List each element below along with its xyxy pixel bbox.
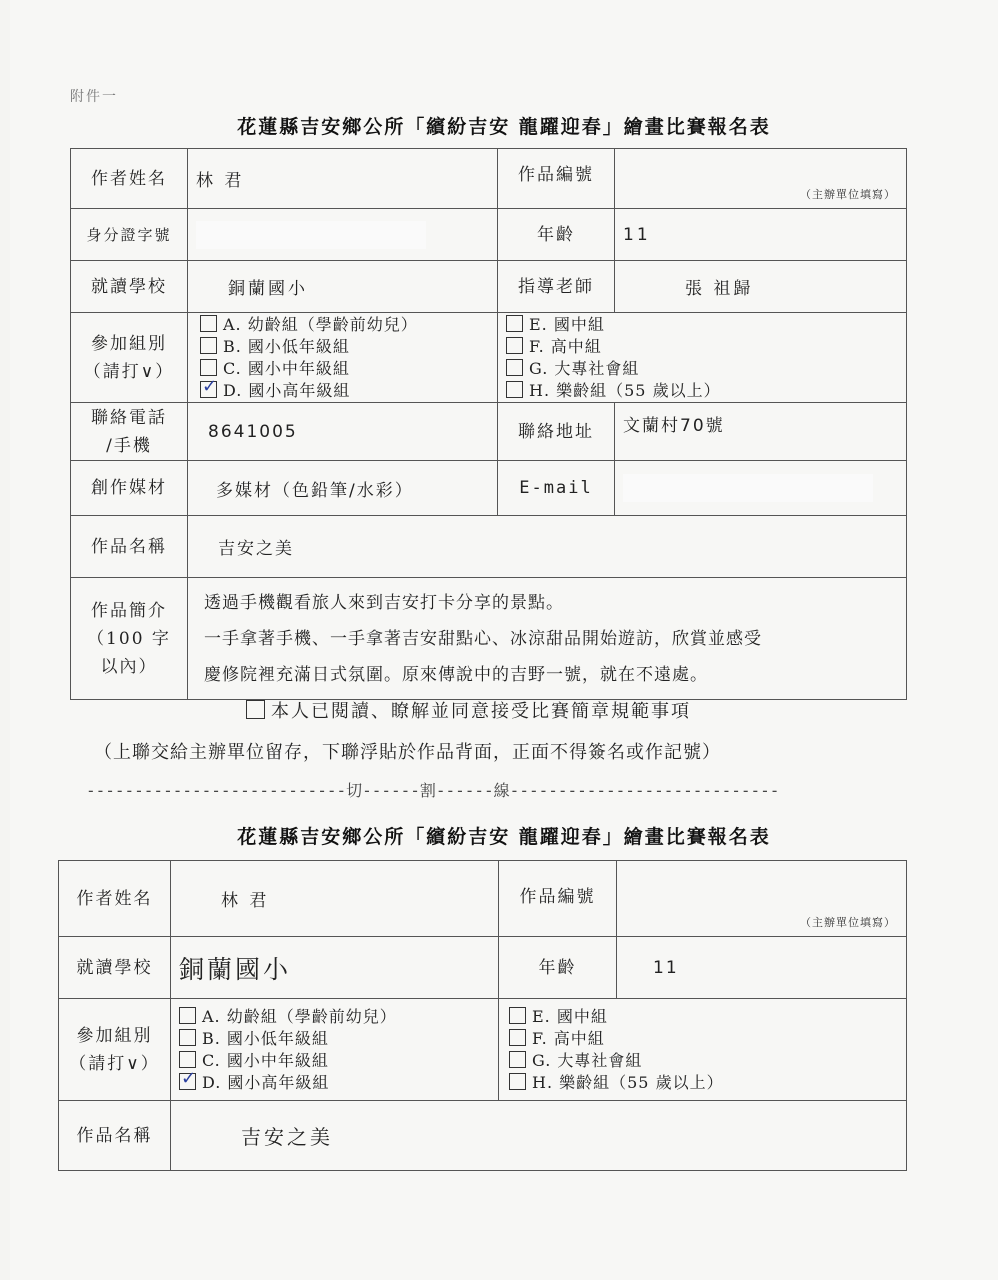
lower-work-title-value[interactable]: 吉安之美 <box>171 1101 907 1171</box>
lower-group-option-d[interactable]: ✓ D. 國小高年級組 <box>181 1067 330 1092</box>
group-option-f[interactable]: F. 高中組 <box>506 336 898 358</box>
group-option-c[interactable]: C. 國小中年級組 <box>200 358 489 380</box>
age-value[interactable]: 11 <box>615 209 907 261</box>
group-label <box>71 313 188 403</box>
lower-school-value[interactable]: 銅蘭國小 <box>171 937 499 999</box>
lower-age-value[interactable]: 11 <box>617 937 907 999</box>
form-title: 花蓮縣吉安鄉公所「繽紛吉安 龍躍迎春」繪畫比賽報名表 <box>237 116 771 138</box>
agreement[interactable] <box>246 697 691 723</box>
intro-label-line2: （100 字 <box>87 628 171 649</box>
lower-checkbox-b[interactable] <box>179 1029 196 1046</box>
medium-label: 創作媒材 <box>71 461 188 516</box>
school-value[interactable]: 銅蘭國小 <box>188 261 498 313</box>
lower-group-label-line2: （請打∨） <box>69 1053 160 1074</box>
lower-group-option-a[interactable]: A. 幼齡組（學齡前幼兒） <box>179 1006 490 1028</box>
agreement-checkbox[interactable] <box>246 700 265 719</box>
id-number-cell[interactable] <box>188 209 498 261</box>
group-option-g[interactable]: G. 大專社會組 <box>506 358 898 380</box>
lower-author-name-label: 作者姓名 <box>59 861 171 937</box>
work-title-value[interactable]: 吉安之美 <box>188 516 907 578</box>
lower-check-mark-icon: ✓ <box>181 1067 198 1089</box>
intro-label-line3: 以內） <box>100 656 158 677</box>
group-option-d[interactable]: ✓ D. 國小高年級組 <box>202 375 351 400</box>
lower-school-label: 就讀學校 <box>59 937 171 999</box>
school-label: 就讀學校 <box>71 261 188 313</box>
checkbox-a[interactable] <box>200 315 217 332</box>
lower-group-option-b[interactable]: B. 國小低年級組 <box>179 1028 490 1050</box>
lower-group-option-f[interactable]: F. 高中組 <box>509 1028 898 1050</box>
intro-line-3: 慶修院裡充滿日式氛圍。原來傳說中的吉野一號，就在不遠處。 <box>204 664 708 685</box>
lower-author-name-value[interactable]: 林 君 <box>171 861 499 937</box>
group-options-right <box>498 313 907 403</box>
intro-value[interactable] <box>188 578 907 700</box>
work-title-label: 作品名稱 <box>71 516 188 578</box>
phone-label-line2: /手機 <box>106 435 152 456</box>
annex-label: 附件一 <box>70 89 118 105</box>
phone-value[interactable]: 8641005 <box>188 403 498 461</box>
lower-organizer-note: （主辦單位填寫） <box>800 916 896 929</box>
work-number-cell[interactable] <box>615 149 907 209</box>
lower-checkbox-h[interactable] <box>509 1073 526 1090</box>
checkbox-d[interactable] <box>200 375 219 398</box>
lower-group-label <box>59 999 171 1101</box>
lower-group-option-h[interactable]: H. 樂齡組（55 歲以上） <box>509 1072 898 1094</box>
email-redaction <box>623 474 873 502</box>
group-label-line1: 參加組別 <box>91 333 167 354</box>
check-mark-icon: ✓ <box>202 375 219 397</box>
organizer-note: （主辦單位填寫） <box>800 188 896 201</box>
lower-checkbox-e[interactable] <box>509 1007 526 1024</box>
group-option-e[interactable]: E. 國中組 <box>506 314 898 336</box>
lower-group-options-right <box>499 999 907 1101</box>
work-number-label: 作品編號 <box>498 149 615 209</box>
lower-group-option-g[interactable]: G. 大專社會組 <box>509 1050 898 1072</box>
group-option-h[interactable]: H. 樂齡組（55 歲以上） <box>506 380 898 402</box>
group-options-left <box>188 313 498 403</box>
lower-group-label-line1: 參加組別 <box>76 1025 153 1046</box>
form-title-lower: 花蓮縣吉安鄉公所「繽紛吉安 龍躍迎春」繪畫比賽報名表 <box>237 826 771 848</box>
checkbox-e[interactable] <box>506 315 523 332</box>
phone-label <box>71 403 188 461</box>
group-option-b[interactable]: B. 國小低年級組 <box>200 336 489 358</box>
author-name-value[interactable]: 林 君 <box>188 149 498 209</box>
lower-work-number-label: 作品編號 <box>499 861 617 937</box>
medium-value[interactable]: 多媒材（色鉛筆/水彩） <box>188 461 498 516</box>
group-label-line2: （請打∨） <box>83 361 175 382</box>
lower-checkbox-d[interactable] <box>179 1067 198 1090</box>
lower-age-label: 年齡 <box>499 937 617 999</box>
lower-checkbox-a[interactable] <box>179 1007 196 1024</box>
registration-sheet <box>10 0 998 1280</box>
lower-checkbox-c[interactable] <box>179 1051 196 1068</box>
email-cell[interactable] <box>615 461 907 516</box>
checkbox-b[interactable] <box>200 337 217 354</box>
checkbox-c[interactable] <box>200 359 217 376</box>
agreement-text: 本人已閱讀、瞭解並同意接受比賽簡章規範事項 <box>271 701 691 722</box>
cut-line: ---------------------------切------割------線---------------------------- <box>86 781 780 800</box>
teacher-label: 指導老師 <box>498 261 615 313</box>
upper-form-table <box>70 148 907 700</box>
checkbox-f[interactable] <box>506 337 523 354</box>
lower-group-option-e[interactable]: E. 國中組 <box>509 1006 898 1028</box>
lower-form-table <box>58 860 907 1171</box>
intro-line-2: 一手拿著手機、一手拿著吉安甜點心、冰涼甜品開始遊訪，欣賞並感受 <box>204 628 762 649</box>
lower-group-option-c[interactable]: C. 國小中年級組 <box>179 1050 490 1072</box>
intro-line-1: 透過手機觀看旅人來到吉安打卡分享的景點。 <box>204 592 564 613</box>
group-option-a[interactable]: A. 幼齡組（學齡前幼兒） <box>200 314 489 336</box>
address-value[interactable]: 文蘭村70號 <box>615 403 907 461</box>
id-number-redaction <box>196 221 426 249</box>
phone-label-line1: 聯絡電話 <box>91 407 167 428</box>
email-label: E-mail <box>498 461 615 516</box>
lower-checkbox-g[interactable] <box>509 1051 526 1068</box>
intro-label <box>71 578 188 700</box>
teacher-value[interactable]: 張 祖歸 <box>615 261 907 313</box>
lower-work-title-label: 作品名稱 <box>59 1101 171 1171</box>
checkbox-h[interactable] <box>506 381 523 398</box>
author-name-label: 作者姓名 <box>71 149 188 209</box>
age-label: 年齡 <box>498 209 615 261</box>
lower-work-number-cell[interactable] <box>617 861 907 937</box>
lower-checkbox-f[interactable] <box>509 1029 526 1046</box>
checkbox-g[interactable] <box>506 359 523 376</box>
instruction-text: （上聯交給主辦單位留存，下聯浮貼於作品背面，正面不得簽名或作記號） <box>94 742 721 763</box>
lower-group-options-left <box>171 999 499 1101</box>
intro-label-line1: 作品簡介 <box>91 600 167 621</box>
address-label: 聯絡地址 <box>498 403 615 461</box>
id-number-label: 身分證字號 <box>71 209 188 261</box>
